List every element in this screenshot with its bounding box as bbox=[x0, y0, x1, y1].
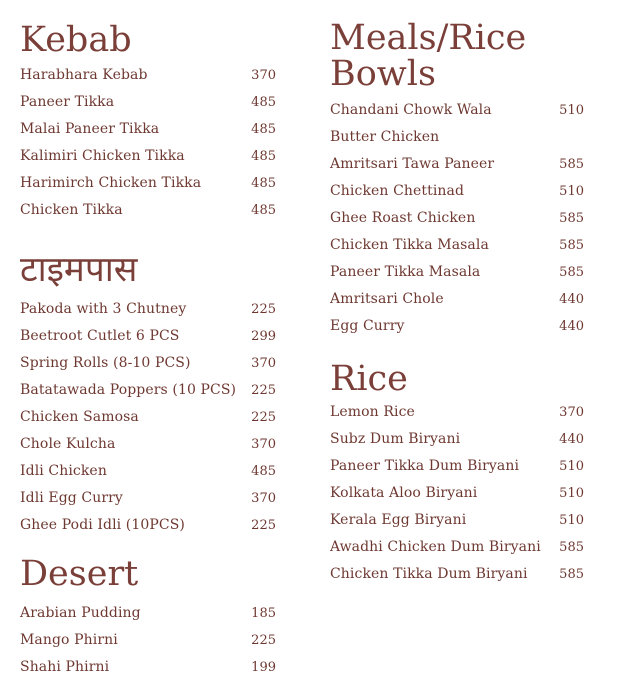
menu-item-name: Chole Kulcha bbox=[20, 436, 116, 452]
menu-item bbox=[330, 259, 584, 286]
menu-item-name: Chicken Chettinad bbox=[330, 183, 465, 199]
menu-item-price: 225 bbox=[251, 302, 276, 317]
menu-item-price: 485 bbox=[251, 95, 276, 110]
menu-item-price: 585 bbox=[559, 238, 584, 253]
menu-item bbox=[20, 431, 276, 458]
menu-item-name: Batatawada Poppers (10 PCS) bbox=[20, 382, 237, 398]
menu-item bbox=[20, 170, 276, 197]
menu-item bbox=[20, 600, 276, 627]
menu-item-name: Pakoda with 3 Chutney bbox=[20, 301, 187, 317]
menu-item-name: Paneer Tikka Masala bbox=[330, 264, 481, 280]
menu-item-name: Lemon Rice bbox=[330, 404, 415, 420]
menu-item-price: 370 bbox=[251, 356, 276, 371]
menu-item bbox=[330, 313, 584, 340]
menu-item-name: Harabhara Kebab bbox=[20, 67, 148, 83]
menu-item bbox=[20, 654, 276, 681]
menu-item-price: 370 bbox=[559, 405, 584, 420]
menu-item-name: Paneer Tikka bbox=[20, 94, 115, 110]
menu-item-name: Idli Egg Curry bbox=[20, 490, 123, 506]
menu-item-name: Kolkata Aloo Biryani bbox=[330, 485, 478, 501]
menu-item-price: 585 bbox=[559, 567, 584, 582]
desert-item-list bbox=[20, 600, 276, 681]
menu-item-name: Mango Phirni bbox=[20, 632, 118, 648]
menu-item-name: Shahi Phirni bbox=[20, 659, 110, 675]
menu-item-name: Kerala Egg Biryani bbox=[330, 512, 467, 528]
timepass-item-list bbox=[20, 296, 276, 539]
menu-item bbox=[20, 143, 276, 170]
section-title-timepass: टाइमपास bbox=[20, 250, 138, 290]
menu-item-price: 185 bbox=[251, 606, 276, 621]
menu-item bbox=[20, 350, 276, 377]
menu-item-price: 585 bbox=[559, 157, 584, 172]
menu-item-name: Butter Chicken bbox=[330, 129, 440, 145]
menu-item bbox=[330, 453, 584, 480]
menu-item bbox=[330, 205, 584, 232]
menu-item-price: 510 bbox=[559, 486, 584, 501]
menu-item bbox=[330, 178, 584, 205]
menu-item bbox=[330, 534, 584, 561]
menu-item bbox=[20, 377, 276, 404]
rice-item-list bbox=[330, 399, 584, 588]
menu-item bbox=[20, 116, 276, 143]
menu-item-price: 225 bbox=[251, 633, 276, 648]
menu-item bbox=[330, 151, 584, 178]
menu-item-price: 225 bbox=[251, 383, 276, 398]
menu-item-price: 510 bbox=[559, 103, 584, 118]
menu-item-name: Awadhi Chicken Dum Biryani bbox=[330, 539, 541, 555]
menu-item-price: 440 bbox=[559, 292, 584, 307]
menu-item bbox=[20, 89, 276, 116]
meals-item-list bbox=[330, 97, 584, 340]
menu-item bbox=[20, 197, 276, 224]
section-title-meals-line2: Bowls bbox=[330, 54, 436, 94]
section-title-meals bbox=[330, 20, 584, 92]
menu-item bbox=[330, 561, 584, 588]
section-timepass bbox=[20, 252, 276, 539]
section-rice bbox=[330, 361, 584, 588]
menu-item-price: 370 bbox=[251, 68, 276, 83]
menu-item-name: Beetroot Cutlet 6 PCS bbox=[20, 328, 180, 344]
menu-item-name: Amritsari Tawa Paneer bbox=[330, 156, 495, 172]
menu-item bbox=[330, 480, 584, 507]
section-title-rice: Rice bbox=[330, 359, 408, 399]
menu-item-name: Chicken Tikka Masala bbox=[330, 237, 489, 253]
menu-item-name: Chicken Tikka bbox=[20, 202, 123, 218]
menu-item-price: 199 bbox=[251, 660, 276, 675]
menu-item bbox=[330, 507, 584, 534]
menu-item-name: Kalimiri Chicken Tikka bbox=[20, 148, 185, 164]
menu-item-price: 585 bbox=[559, 211, 584, 226]
section-title-kebab: Kebab bbox=[20, 20, 132, 60]
menu-item-price: 585 bbox=[559, 540, 584, 555]
menu-item bbox=[20, 458, 276, 485]
kebab-item-list bbox=[20, 62, 276, 224]
menu-item-name: Idli Chicken bbox=[20, 463, 107, 479]
menu-item-name: Chicken Samosa bbox=[20, 409, 139, 425]
menu-item bbox=[330, 97, 584, 124]
menu-item bbox=[20, 512, 276, 539]
menu-item-price: 510 bbox=[559, 513, 584, 528]
menu-item bbox=[20, 627, 276, 654]
menu-item-name: Ghee Podi Idli (10PCS) bbox=[20, 517, 185, 533]
menu-item-name: Paneer Tikka Dum Biryani bbox=[330, 458, 520, 474]
menu-item-price: 225 bbox=[251, 518, 276, 533]
menu-item-name: Amritsari Chole bbox=[330, 291, 444, 307]
section-title-desert: Desert bbox=[20, 554, 139, 594]
menu-item bbox=[330, 286, 584, 313]
section-title-meals-line1: Meals/Rice bbox=[330, 18, 527, 58]
menu-item-price: 370 bbox=[251, 437, 276, 452]
menu-item-price: 370 bbox=[251, 491, 276, 506]
menu-item-name: Malai Paneer Tikka bbox=[20, 121, 160, 137]
menu-item-price: 440 bbox=[559, 432, 584, 447]
menu-item-name: Subz Dum Biryani bbox=[330, 431, 461, 447]
section-kebab bbox=[20, 22, 276, 224]
menu-item bbox=[20, 62, 276, 89]
menu-item-name: Chicken Tikka Dum Biryani bbox=[330, 566, 528, 582]
menu-item bbox=[330, 426, 584, 453]
menu-item-name: Ghee Roast Chicken bbox=[330, 210, 476, 226]
menu-item bbox=[330, 124, 584, 151]
menu-item bbox=[20, 323, 276, 350]
menu-item bbox=[20, 296, 276, 323]
menu-item-price: 299 bbox=[251, 329, 276, 344]
menu-item-name: Harimirch Chicken Tikka bbox=[20, 175, 202, 191]
menu-item bbox=[20, 485, 276, 512]
menu-item-name: Egg Curry bbox=[330, 318, 405, 334]
menu-item bbox=[330, 232, 584, 259]
menu-item-price: 485 bbox=[251, 176, 276, 191]
menu-item-price: 510 bbox=[559, 459, 584, 474]
menu-item-price: 585 bbox=[559, 265, 584, 280]
menu-item-name: Chandani Chowk Wala bbox=[330, 102, 492, 118]
section-desert bbox=[20, 556, 276, 681]
section-meals-rice-bowls bbox=[330, 20, 584, 340]
menu-item-price: 485 bbox=[251, 122, 276, 137]
menu-item-price: 225 bbox=[251, 410, 276, 425]
menu-item-price: 485 bbox=[251, 149, 276, 164]
menu-item bbox=[330, 399, 584, 426]
menu-item-name: Spring Rolls (8-10 PCS) bbox=[20, 355, 191, 371]
menu-item bbox=[20, 404, 276, 431]
menu-item-price: 485 bbox=[251, 464, 276, 479]
menu-item-price: 510 bbox=[559, 184, 584, 199]
menu-item-price: 440 bbox=[559, 319, 584, 334]
menu-item-name: Arabian Pudding bbox=[20, 605, 141, 621]
menu-item-price: 485 bbox=[251, 203, 276, 218]
